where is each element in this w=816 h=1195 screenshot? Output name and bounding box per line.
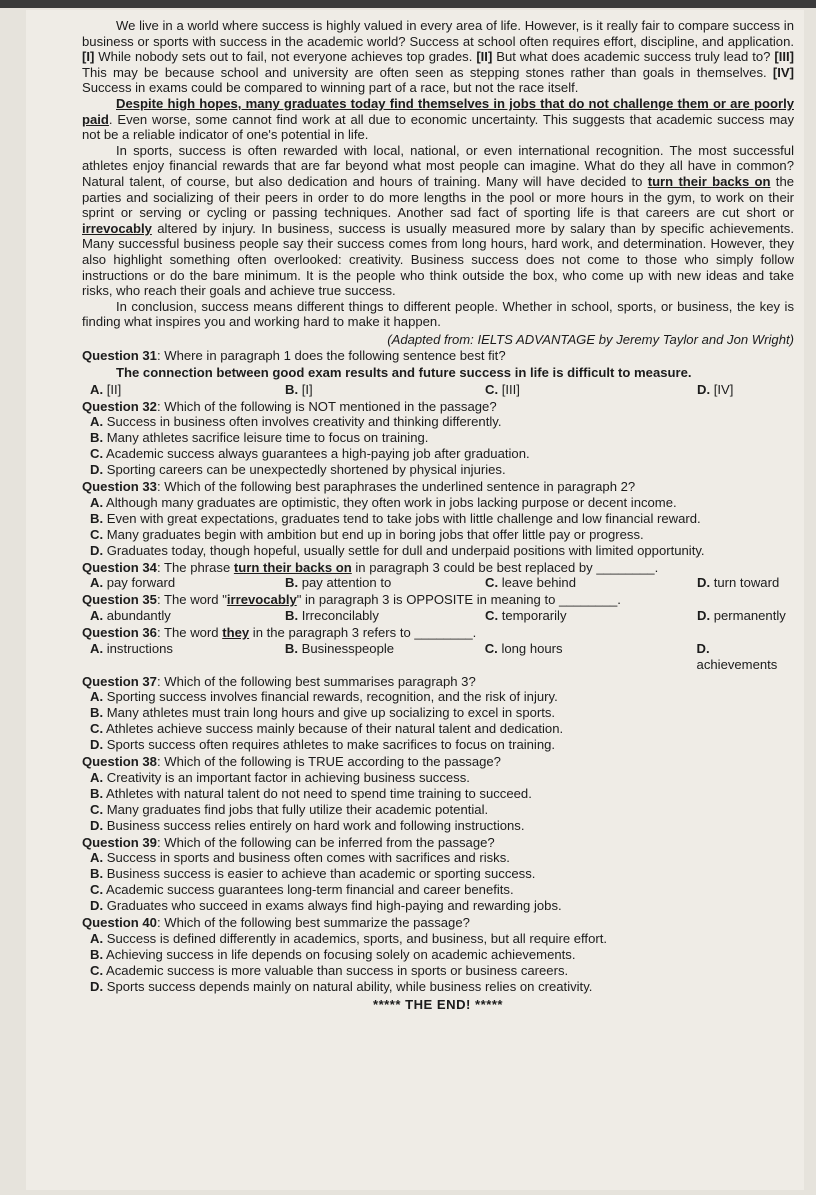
option-b[interactable]: B. Achieving success in life depends on focusing solely on academic achievements. xyxy=(90,947,576,962)
option-b[interactable]: B. Many athletes must train long hours and give up socializing to excel in sports. xyxy=(90,705,556,721)
question-label: Question 40 xyxy=(82,915,157,931)
marker-3: [III] xyxy=(774,49,795,65)
p1-sentence-1: We live in a world where success is highly valued in every area of life. However, is it really fair to compare success in business or sports with success in the academic world? Success at school often requires effort, discipline, and application. xyxy=(82,18,794,49)
option-b[interactable]: B. Irreconcilably xyxy=(285,608,379,624)
p3-part-b: the parties and socializing of their peers in order to do more lengths in the pool or more hours in the gym, to work on their sprint or serving or cycling or passing techniques. Another sad fact of sporting life is that careers are cut short or xyxy=(82,173,795,221)
option-d[interactable]: D. Graduates who succeed in exams always find high-paying and rewarding jobs. xyxy=(90,898,562,914)
question-text: : Which of the following best summarises paragraph 3? xyxy=(156,673,476,689)
option-a[interactable]: A. instructions xyxy=(90,640,173,656)
question-text: : Where in paragraph 1 does the following sentence best fit? xyxy=(156,348,506,364)
question-text: : Which of the following best summarize the passage? xyxy=(156,915,470,931)
option-a[interactable]: A. Although many graduates are optimistic, they often work in jobs lacking purpose or decent income. xyxy=(90,494,677,510)
option-b[interactable]: B. pay attention to xyxy=(285,575,392,591)
option-d[interactable]: D. Sports success often requires athletes to make sacrifices to focus on training. xyxy=(90,737,556,753)
option-d[interactable]: D. Business success relies entirely on hard work and following instructions. xyxy=(90,817,525,833)
marker-2: [II] xyxy=(476,49,493,65)
question-31 xyxy=(82,348,794,397)
exam-page xyxy=(26,10,804,1190)
p2-rest: . Even worse, some cannot find work at all due to economic uncertainty. This suggests that academic success may not be a reliable indicator of one's potential in life. xyxy=(82,111,794,143)
options-row xyxy=(82,382,794,398)
option-b[interactable]: B. [I] xyxy=(285,381,313,397)
option-b[interactable]: B. Business success is easier to achieve than academic or sporting success. xyxy=(90,866,536,882)
option-a[interactable]: A. Success in sports and business often comes with sacrifices and risks. xyxy=(90,850,510,866)
paragraph-2 xyxy=(82,96,794,143)
question-39 xyxy=(82,835,794,915)
option-c[interactable]: C. Academic success guarantees long-term financial and career benefits. xyxy=(90,882,514,898)
paragraph-3 xyxy=(82,143,794,299)
underlined-word: irrevocably xyxy=(226,592,297,608)
p1-sentence-4: This may be because school and university are often seen as stepping stones rather than goals in themselves. xyxy=(82,64,767,80)
option-b[interactable]: B. Many athletes sacrifice leisure time to focus on training. xyxy=(90,430,429,446)
underlined-phrase: turn their backs on xyxy=(647,173,771,189)
question-36: Question 36: The word they in the paragraph 3 refers to ________. A. instructions B. Businesspeople C. long hours D. achievements xyxy=(82,625,794,673)
option-d[interactable]: D. Sports success depends mainly on natural ability, while business relies on creativity. xyxy=(90,979,593,994)
underlined-sentence: Despite high hopes, many graduates today find themselves in jobs that do not challenge them or are poorly paid xyxy=(82,95,794,127)
option-d[interactable]: D. Sporting careers can be unexpectedly shortened by physical injuries. xyxy=(90,462,506,478)
options-row xyxy=(82,575,794,591)
end-marker: ***** THE END! ***** xyxy=(372,997,504,1012)
paragraph-4: In conclusion, success means different things to different people. Whether in school, sports, or business, the key is finding what inspires you and working hard to make it happen. xyxy=(82,298,794,330)
option-a[interactable]: A. Success is defined differently in academics, sports, and business, but all require effort. xyxy=(90,931,607,946)
option-d[interactable]: D. achievements xyxy=(696,640,778,672)
option-a[interactable]: A. pay forward xyxy=(90,575,176,591)
options-row xyxy=(82,608,794,624)
option-a[interactable]: A. Creativity is an important factor in achieving business success. xyxy=(90,769,470,785)
top-edge-shadow xyxy=(0,0,816,8)
question-34: Question 34: The phrase turn their backs on in paragraph 3 could be best replaced by ________. A. pay forward B. pay attention to C. leave behind D. turn toward xyxy=(82,560,794,592)
p3-part-c: altered by injury. In business, success is usually measured more by salary than by specific achievements. Many successful business people say their success comes from long hours, hard work, and determination. However, they also highlight something often overlooked: creativity. Business success does not come to those who simply follow instructions or do the bare minimum. It is the people who think outside the box, who come up with new ideas and take risks, who reach their goals and achieve true success. xyxy=(82,220,794,299)
question-35: Question 35: The word "irrevocably" in paragraph 3 is OPPOSITE in meaning to ________. A. abundantly B. Irreconcilably C. temporarily D. permanently xyxy=(82,592,794,624)
option-c[interactable]: C. Many graduates find jobs that fully utilize their academic potential. xyxy=(90,801,489,817)
option-d[interactable]: D. [IV] xyxy=(697,381,734,397)
question-label: Question 39 xyxy=(82,834,157,850)
option-b[interactable]: B. Even with great expectations, graduates tend to take jobs with little challenge and low financial reward. xyxy=(90,510,701,526)
paragraph-1 xyxy=(82,18,794,96)
options-row xyxy=(82,641,794,673)
option-d[interactable]: D. Graduates today, though hopeful, usually settle for dull and underpaid positions with limited opportunity. xyxy=(90,542,705,558)
option-c[interactable]: C. Many graduates begin with ambition but end up in boring jobs that offer little pay or progress. xyxy=(90,526,644,542)
option-a[interactable]: A. Success in business often involves creativity and thinking differently. xyxy=(90,414,502,430)
option-a[interactable]: A. Sporting success involves financial rewards, recognition, and the risk of injury. xyxy=(90,689,558,705)
question-33 xyxy=(82,479,794,559)
option-c[interactable]: C. long hours xyxy=(484,640,563,656)
question-label: Question 34 xyxy=(82,559,157,575)
insert-sentence: The connection between good exam results and future success in life is difficult to measure. xyxy=(116,365,692,381)
question-label: Question 36 xyxy=(82,625,157,641)
question-32 xyxy=(82,399,794,479)
option-c[interactable]: C. leave behind xyxy=(485,575,576,591)
question-text: : Which of the following is TRUE according to the passage? xyxy=(156,754,501,770)
p1-sentence-3: But what does academic success truly lead to? xyxy=(496,49,771,65)
option-a[interactable]: A. [II] xyxy=(90,381,122,397)
p1-sentence-2: While nobody sets out to fail, not everyone achieves top grades. xyxy=(98,49,473,65)
question-38 xyxy=(82,754,794,834)
p3-part-a: In sports, success is often rewarded with local, national, or even international recognition. The most successful athletes enjoy financial rewards that are far beyond what most people can imagine. What do they all have in common? Natural talent, of course, but also dedication and hours of training. Many will have decided to xyxy=(82,142,794,189)
question-label: Question 32 xyxy=(82,398,157,414)
option-d[interactable]: D. permanently xyxy=(697,608,786,624)
option-c[interactable]: C. Academic success always guarantees a high-paying job after graduation. xyxy=(90,446,530,462)
option-c[interactable]: C. temporarily xyxy=(485,608,567,624)
question-text: : Which of the following best paraphrases the underlined sentence in paragraph 2? xyxy=(156,479,636,495)
option-c[interactable]: C. [III] xyxy=(485,381,520,397)
question-label: Question 37 xyxy=(82,673,157,689)
question-label: Question 38 xyxy=(82,754,157,770)
marker-1: [I] xyxy=(82,49,95,65)
option-b[interactable]: B. Athletes with natural talent do not need to spend time training to succeed. xyxy=(90,785,532,801)
option-d[interactable]: D. turn toward xyxy=(697,575,780,591)
underlined-word: irrevocably xyxy=(82,220,152,236)
question-label: Question 33 xyxy=(82,479,157,495)
question-text: : Which of the following is NOT mentioned in the passage? xyxy=(156,398,497,414)
question-text: : Which of the following can be inferred from the passage? xyxy=(156,834,495,850)
question-label: Question 35 xyxy=(82,592,157,608)
option-c[interactable]: C. Academic success is more valuable than success in sports or business careers. xyxy=(90,963,569,978)
source-citation: (Adapted from: IELTS ADVANTAGE by Jeremy Taylor and Jon Wright) xyxy=(387,331,794,347)
question-37 xyxy=(82,674,794,754)
question-40 xyxy=(82,915,794,995)
option-c[interactable]: C. Athletes achieve success mainly because of their natural talent and dedication. xyxy=(90,721,564,737)
underlined-phrase: turn their backs on xyxy=(233,559,352,575)
p1-sentence-5: Success in exams could be compared to winning part of a race, but not the race itself. xyxy=(82,80,579,96)
option-b[interactable]: B. Businesspeople xyxy=(284,640,395,656)
marker-4: [IV] xyxy=(772,64,794,80)
underlined-word: they xyxy=(222,625,250,641)
option-a[interactable]: A. abundantly xyxy=(90,608,171,624)
question-label: Question 31 xyxy=(82,348,157,364)
